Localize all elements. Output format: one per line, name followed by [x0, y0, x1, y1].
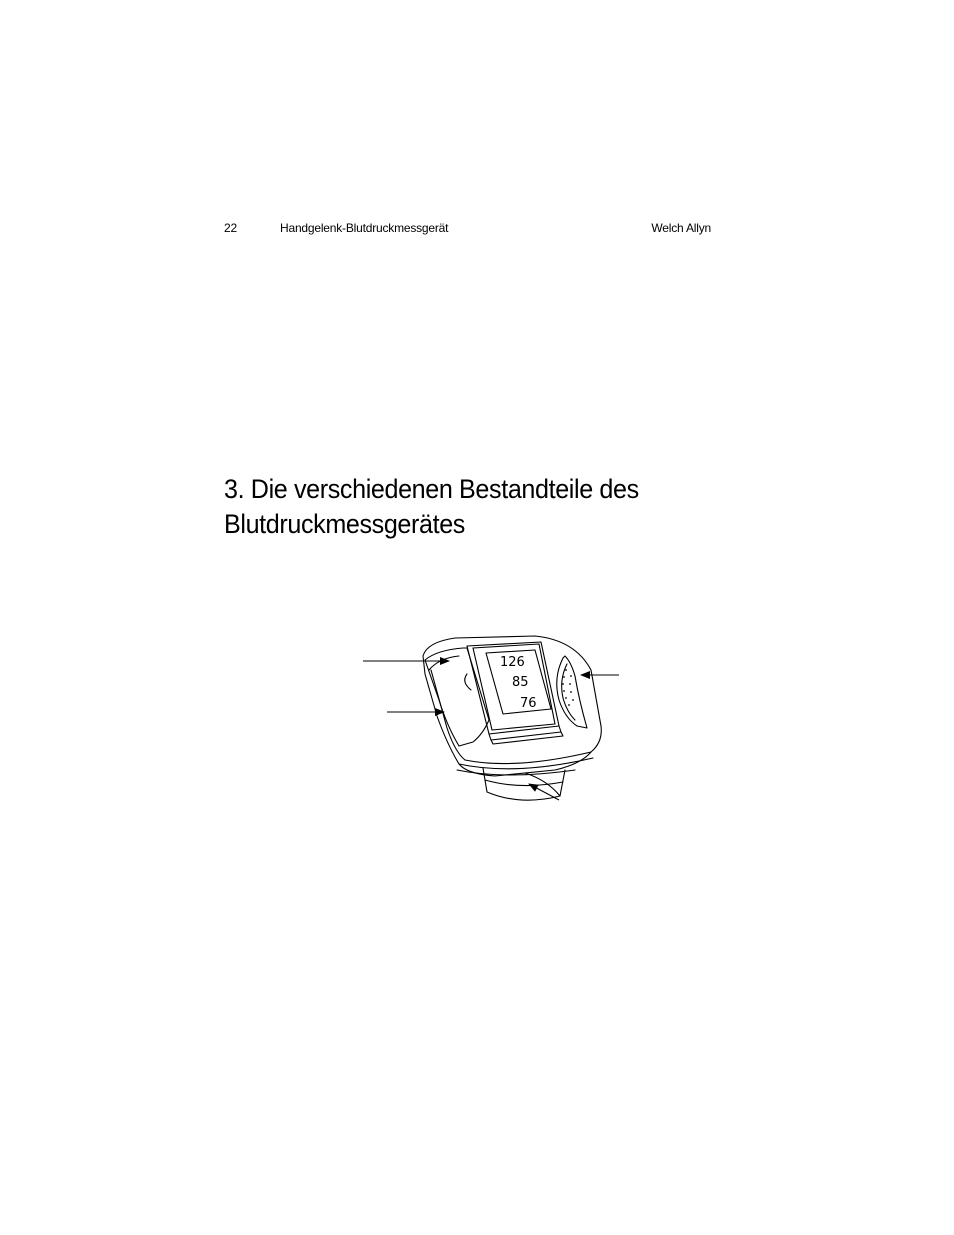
section-title: [224, 472, 708, 542]
page-number: 22: [224, 221, 237, 235]
section-title-line-1: 3. Die verschiedenen Bestandteile des: [224, 474, 639, 504]
section-title-line-2: Blutdruckmessgerätes: [224, 509, 465, 539]
publisher-name: Welch Allyn: [651, 221, 711, 235]
pointer-arrow-4: [529, 784, 559, 800]
systolic-reading: 126: [500, 655, 525, 670]
running-title: Handgelenk-Blutdruckmessgerät: [280, 221, 449, 235]
diastolic-reading: 85: [512, 675, 529, 690]
page-header: [0, 221, 954, 239]
pulse-reading: 76: [520, 696, 537, 711]
device-illustration: [355, 630, 630, 810]
